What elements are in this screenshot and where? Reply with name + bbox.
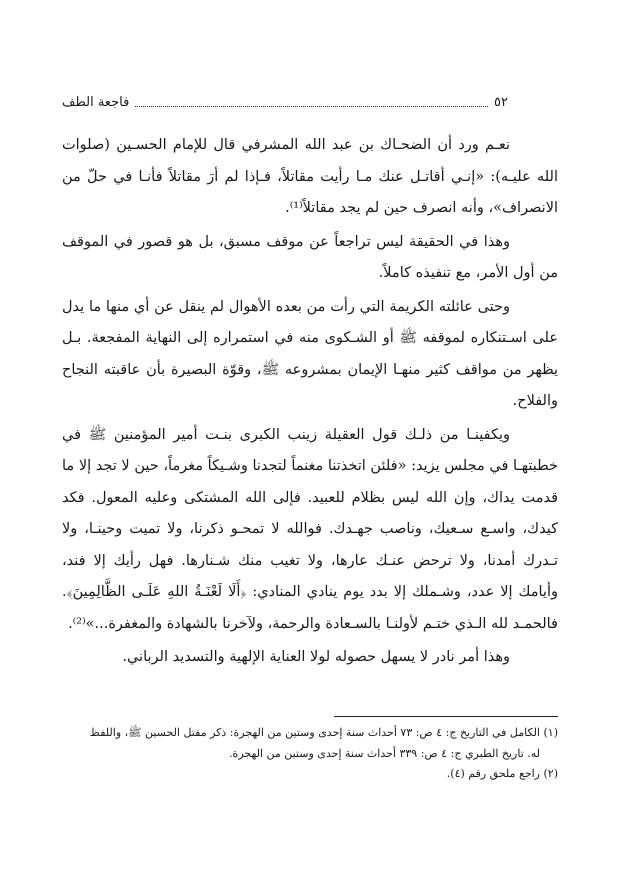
footnote-1-line-1: (١) الكامل في التاريخ ج: ٤ ص: ٧٣ أحداث سنة إحدى وستين من الهجرة: ذكر مقتل الحسين ﷺ، واللفظ (89, 726, 558, 739)
paragraph-5: وهذا أمر نادر لا يسهل حصوله لولا العناية الإلهية والتسديد الرباني. (122, 649, 510, 665)
paragraph-3: وحتى عائلته الكريمة التي رأت من بعده الأهوال لم ينقل عن أي منها ما يدل على اسـتنكاره لموقفه ﷺ أو الشـكوى منه في استمراره إلى النهاية المفجعة. بـل يظهر من مواقف كثير منهـا الإيمان بمشروعه ﷺ، وقوّة البصيرة بأن عاقبته النجاح والفلاح. (62, 298, 558, 409)
paragraph-1: نعـم ورد أن الضحـاك بن عبد الله المشرفي قال للإمام الحسـين (صلوات الله عليـه): «إنـي أقاتـل عنك مـا رأيت مقاتلاً، فـإذا لم أرَ مقاتلاً فأنـا في حلّ من الانصراف»، وأنه انصرف حين لم يجد مقاتلاً⁽¹⁾. (62, 137, 558, 216)
paragraph-4: ويكفينـا من ذلـك قول العقيلة زينب الكبرى بنـت أمير المؤمنين ﷺ في خطبتهـا في مجلس يزيد: «فلئن اتخذتنا مغنماً لتجدنا وشـيكاً مغرماً، حين لا تجد إلا ما قدمت يداك، وإن الله ليس بظلام للعبيد. فإلى الله المشتكى وعليه المعول. فكد كيدك، واسـع سـعيك، وناصب جهـدك. فوالله لا تمحـو ذكرنا، ولا تميت وحينـا، ولا تـدرك أمدنا، ولا ترحض عنـك عارها، ولا تغيب منك شـنارها. فهل رأيك إلا فند، وأيامك إلا عدد، وشـملك إلا بدد يوم ينادي المنادي: ﴿أَلَا لَعْنَـةُ اللهِ عَلَـى الظَّالِمِينَ﴾. فالحمـد لله الـذي ختـم لأولنـا بالسـعادة والرحمة، ولآخرنا بالشهادة والمغفرة...»⁽²⁾. (62, 426, 558, 632)
footnote-separator (334, 716, 558, 717)
dotted-leader (135, 106, 488, 107)
footnote-2: (٢) راجع ملحق رقم (٤). (446, 767, 558, 780)
footnotes (62, 723, 558, 785)
running-header (62, 92, 508, 112)
main-text (62, 130, 558, 674)
paragraph-2: وهذا في الحقيقة ليس تراجعاً عن موقف مسبق، بل هو قصور في الموقف من أول الأمر، مع تنفيذه كاملاً. (62, 233, 558, 281)
footnote-1-line-2: له. تاريخ الطبري ج: ٤ ص: ٣٣٩ أحداث سنة إحدى وستين من الهجرة. (229, 746, 540, 760)
page-number: ٥٢ (494, 94, 508, 110)
running-title: فاجعة الطف (62, 94, 130, 110)
